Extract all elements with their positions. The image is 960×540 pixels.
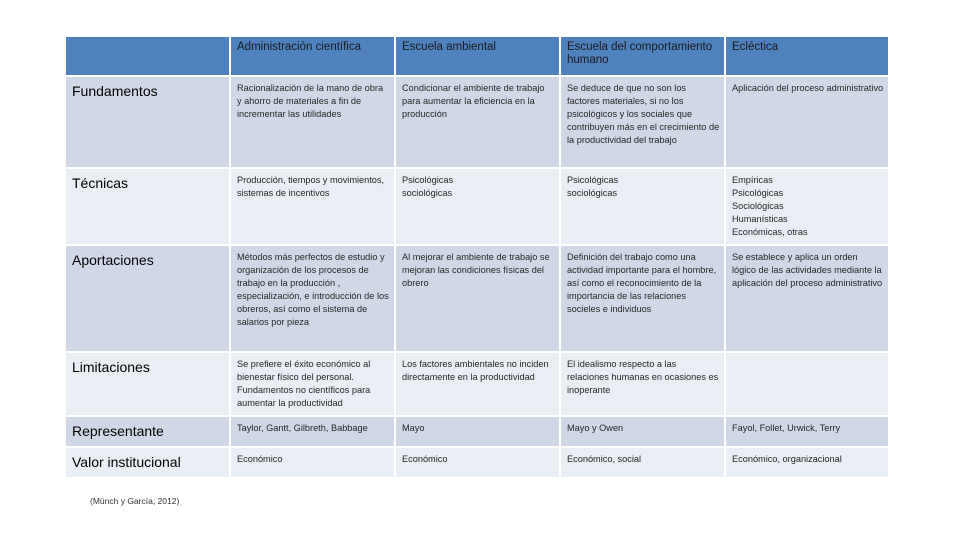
cell-text: Psicológicas bbox=[567, 175, 619, 185]
cell-text: Psicológicas bbox=[402, 175, 454, 185]
cell-text: sociológicas bbox=[402, 188, 453, 198]
cell-text: Producción, tiempos y movimientos, sistemas de incentivos bbox=[237, 175, 385, 198]
cell-text: El idealismo respecto a las relaciones humanas en ocasiones es inoperante bbox=[567, 359, 719, 395]
table-cell bbox=[561, 246, 726, 353]
cell-text: Humanísticas bbox=[732, 214, 788, 224]
cell-text: Económico bbox=[402, 454, 448, 464]
table-body bbox=[66, 77, 888, 479]
cell-text: Económicas, otras bbox=[732, 227, 808, 237]
cell-text: Al mejorar el ambiente de trabajo se mejoran las condiciones físicas del obrero bbox=[402, 252, 550, 288]
table-cell bbox=[231, 353, 396, 417]
header-eclectica: Ecléctica bbox=[726, 37, 888, 77]
cell-text: Taylor, Gantt, Gilbreth, Babbage bbox=[237, 423, 368, 433]
table-cell bbox=[396, 169, 561, 246]
table-cell bbox=[726, 448, 888, 479]
table-row bbox=[66, 246, 888, 353]
cell-text: Definición del trabajo como una actividad importante para el hombre, así como el reconocimiento de la importancia de las relaciones socieles e individuos bbox=[567, 252, 717, 314]
table-row bbox=[66, 417, 888, 448]
table-cell bbox=[231, 417, 396, 448]
citation: (Münch y García, 2012) bbox=[90, 496, 180, 506]
table-cell bbox=[561, 353, 726, 417]
cell-text: Mayo bbox=[402, 423, 425, 433]
header-row bbox=[66, 37, 888, 77]
table-cell bbox=[231, 77, 396, 169]
table-cell bbox=[231, 246, 396, 353]
cell-text: Se prefiere el éxito económico al bienestar físico del personal. Fundamentos no científicos para aumentar la productividad bbox=[237, 359, 371, 408]
row-label: Representante bbox=[66, 417, 231, 448]
row-label: Fundamentos bbox=[66, 77, 231, 169]
row-label: Aportaciones bbox=[66, 246, 231, 353]
cell-text: Fayol, Follet, Urwick, Terry bbox=[732, 423, 841, 433]
cell-text: Métodos más perfectos de estudio y organización de los procesos de trabajo en la producción , especialización, e introducción de los obreros, así como el sistema de salarios por pieza bbox=[237, 252, 389, 327]
row-label: Técnicas bbox=[66, 169, 231, 246]
cell-text: Aplicación del proceso administrativo bbox=[732, 83, 884, 93]
table-cell bbox=[726, 169, 888, 246]
table-cell bbox=[396, 417, 561, 448]
cell-text: Racionalización de la mano de obra y ahorro de materiales a fin de incrementar las utilidades bbox=[237, 83, 384, 119]
table-cell bbox=[231, 169, 396, 246]
table-cell bbox=[231, 448, 396, 479]
cell-text: Se establece y aplica un orden lógico de las actividades mediante la aplicación del proceso administrativo bbox=[732, 252, 883, 288]
header-escuela-ambiental: Escuela ambiental bbox=[396, 37, 561, 77]
comparison-table bbox=[66, 37, 888, 479]
table-cell bbox=[396, 448, 561, 479]
cell-text: sociológicas bbox=[567, 188, 618, 198]
cell-text: Mayo y Owen bbox=[567, 423, 624, 433]
table-row bbox=[66, 77, 888, 169]
table-cell bbox=[561, 417, 726, 448]
table-cell bbox=[561, 448, 726, 479]
table-row bbox=[66, 353, 888, 417]
table-row bbox=[66, 169, 888, 246]
cell-text: Condicionar el ambiente de trabajo para aumentar la eficiencia en la producción bbox=[402, 83, 545, 119]
table-row bbox=[66, 448, 888, 479]
header-administracion-cientifica: Administración científica bbox=[231, 37, 396, 77]
table-cell bbox=[726, 246, 888, 353]
cell-text: Económico, organizacional bbox=[732, 454, 842, 464]
table-cell bbox=[726, 353, 888, 417]
row-label: Limitaciones bbox=[66, 353, 231, 417]
header-empty bbox=[66, 37, 231, 77]
cell-text: Se deduce de que no son los factores materiales, si no los psicológicos y los sociales que contribuyen más en el crecimiento de la productividad del trabajo bbox=[567, 83, 720, 145]
table-cell bbox=[561, 169, 726, 246]
cell-text: Los factores ambientales no inciden directamente en la productividad bbox=[402, 359, 549, 382]
table-cell bbox=[396, 77, 561, 169]
header-escuela-comportamiento: Escuela del comportamiento humano bbox=[561, 37, 726, 77]
table-cell bbox=[726, 417, 888, 448]
table-cell bbox=[396, 246, 561, 353]
cell-text: Empíricas bbox=[732, 175, 773, 185]
cell-text: Sociológicas bbox=[732, 201, 784, 211]
table-cell bbox=[561, 77, 726, 169]
row-label: Valor institucional bbox=[66, 448, 231, 479]
table-cell bbox=[396, 353, 561, 417]
cell-text: Económico bbox=[237, 454, 283, 464]
cell-text: Económico, social bbox=[567, 454, 642, 464]
cell-text: Psicológicas bbox=[732, 188, 784, 198]
table-cell bbox=[726, 77, 888, 169]
